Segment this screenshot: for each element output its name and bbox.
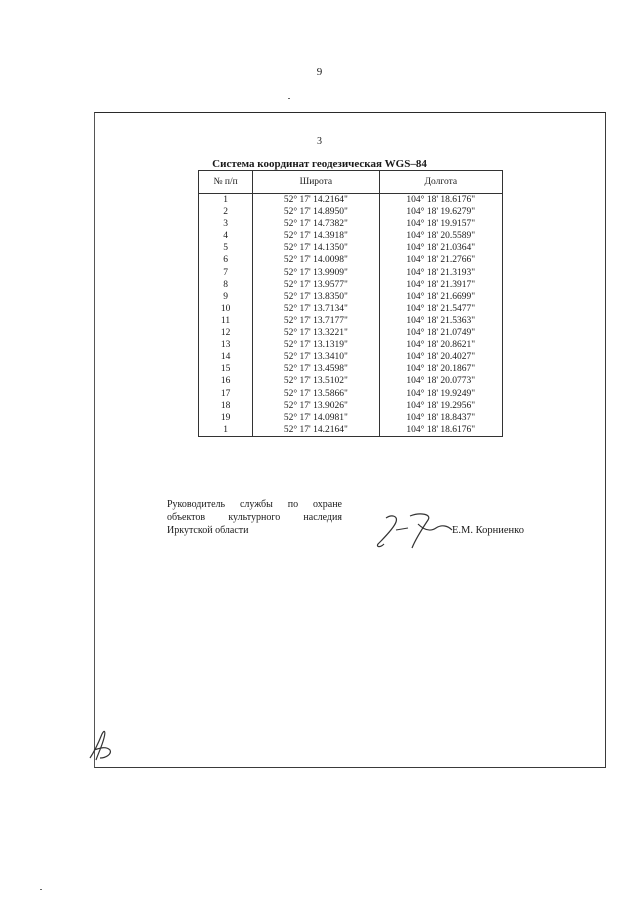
cell-longitude: 104° 18' 19.9157" xyxy=(379,218,502,230)
cell-longitude: 104° 18' 21.0749" xyxy=(379,327,502,339)
cell-num: 13 xyxy=(199,339,253,351)
position-line-3: Иркутской области xyxy=(167,525,249,536)
table-row xyxy=(199,279,503,291)
position-word: объектов xyxy=(167,512,206,523)
cell-latitude: 52° 17' 13.4598" xyxy=(253,363,379,375)
cell-longitude: 104° 18' 20.5589" xyxy=(379,230,502,242)
table-row xyxy=(199,375,503,387)
cell-num: 1 xyxy=(199,194,253,207)
cell-latitude: 52° 17' 13.3221" xyxy=(253,327,379,339)
cell-longitude: 104° 18' 21.2766" xyxy=(379,254,502,266)
table-row xyxy=(199,218,503,230)
signature-position xyxy=(167,498,342,537)
cell-latitude: 52° 17' 13.1319" xyxy=(253,339,379,351)
cell-num: 7 xyxy=(199,267,253,279)
cell-longitude: 104° 18' 19.2956" xyxy=(379,400,502,412)
cell-num: 19 xyxy=(199,412,253,424)
cell-num: 15 xyxy=(199,363,253,375)
cell-num: 6 xyxy=(199,254,253,266)
header-latitude: Широта xyxy=(253,171,379,194)
cell-num: 8 xyxy=(199,279,253,291)
table-row xyxy=(199,206,503,218)
table-row xyxy=(199,315,503,327)
cell-longitude: 104° 18' 18.6176" xyxy=(379,424,502,437)
inner-page-number: 3 xyxy=(317,136,322,147)
cell-num: 12 xyxy=(199,327,253,339)
cell-latitude: 52° 17' 13.5866" xyxy=(253,388,379,400)
cell-num: 16 xyxy=(199,375,253,387)
table-row xyxy=(199,339,503,351)
table-body xyxy=(199,194,503,437)
cell-num: 3 xyxy=(199,218,253,230)
cell-longitude: 104° 18' 21.5363" xyxy=(379,315,502,327)
position-word: службы xyxy=(239,499,273,510)
cell-num: 9 xyxy=(199,291,253,303)
header-longitude: Долгота xyxy=(379,171,502,194)
cell-longitude: 104° 18' 21.0364" xyxy=(379,242,502,254)
cell-latitude: 52° 17' 14.0981" xyxy=(253,412,379,424)
table-header-row xyxy=(199,171,503,194)
cell-latitude: 52° 17' 14.2164" xyxy=(253,194,379,207)
cell-longitude: 104° 18' 20.0773" xyxy=(379,375,502,387)
cell-latitude: 52° 17' 13.9026" xyxy=(253,400,379,412)
table-row xyxy=(199,363,503,375)
page-number: 9 xyxy=(316,66,323,78)
cell-latitude: 52° 17' 13.3410" xyxy=(253,351,379,363)
table-row xyxy=(199,327,503,339)
cell-latitude: 52° 17' 14.2164" xyxy=(253,424,379,437)
cell-num: 1 xyxy=(199,424,253,437)
cell-longitude: 104° 18' 19.6279" xyxy=(379,206,502,218)
position-word: культурного xyxy=(228,512,281,523)
cell-num: 2 xyxy=(199,206,253,218)
cell-num: 11 xyxy=(199,315,253,327)
cell-longitude: 104° 18' 20.8621" xyxy=(379,339,502,351)
cell-latitude: 52° 17' 14.0098" xyxy=(253,254,379,266)
cell-latitude: 52° 17' 13.8350" xyxy=(253,291,379,303)
cell-latitude: 52° 17' 13.7177" xyxy=(253,315,379,327)
position-word: Руководитель xyxy=(167,499,226,510)
cell-latitude: 52° 17' 13.5102" xyxy=(253,375,379,387)
cell-longitude: 104° 18' 20.4027" xyxy=(379,351,502,363)
position-word: охране xyxy=(313,499,342,510)
position-line-2 xyxy=(167,511,342,524)
cell-longitude: 104° 18' 18.8437" xyxy=(379,412,502,424)
table-row xyxy=(199,351,503,363)
cell-longitude: 104° 18' 21.6699" xyxy=(379,291,502,303)
cell-num: 5 xyxy=(199,242,253,254)
scan-speck xyxy=(40,889,42,890)
table-title: Система координат геодезическая WGS–84 xyxy=(212,158,427,170)
table-row xyxy=(199,412,503,424)
position-word: наследия xyxy=(303,512,342,523)
table-row xyxy=(199,230,503,242)
header-num: № п/п xyxy=(199,171,253,194)
table-row xyxy=(199,242,503,254)
table-row xyxy=(199,303,503,315)
cell-num: 17 xyxy=(199,388,253,400)
signatory-name: Е.М. Корниенко xyxy=(452,525,524,536)
cell-num: 10 xyxy=(199,303,253,315)
table-row xyxy=(199,291,503,303)
table-row xyxy=(199,254,503,266)
position-word: по xyxy=(287,499,299,510)
cell-longitude: 104° 18' 21.3917" xyxy=(379,279,502,291)
table-row xyxy=(199,424,503,437)
table-row xyxy=(199,388,503,400)
cell-latitude: 52° 17' 13.9909" xyxy=(253,267,379,279)
cell-latitude: 52° 17' 14.1350" xyxy=(253,242,379,254)
cell-latitude: 52° 17' 14.3918" xyxy=(253,230,379,242)
handwritten-initials-icon xyxy=(84,724,116,764)
cell-num: 14 xyxy=(199,351,253,363)
cell-latitude: 52° 17' 14.8950" xyxy=(253,206,379,218)
cell-num: 4 xyxy=(199,230,253,242)
cell-longitude: 104° 18' 18.6176" xyxy=(379,194,502,207)
scan-speck xyxy=(288,98,290,99)
cell-longitude: 104° 18' 19.9249" xyxy=(379,388,502,400)
cell-latitude: 52° 17' 13.9577" xyxy=(253,279,379,291)
cell-latitude: 52° 17' 13.7134" xyxy=(253,303,379,315)
position-line-1 xyxy=(167,498,342,511)
cell-num: 18 xyxy=(199,400,253,412)
table-row xyxy=(199,194,503,207)
cell-longitude: 104° 18' 20.1867" xyxy=(379,363,502,375)
cell-longitude: 104° 18' 21.3193" xyxy=(379,267,502,279)
cell-longitude: 104° 18' 21.5477" xyxy=(379,303,502,315)
table-row xyxy=(199,267,503,279)
coordinates-table xyxy=(198,170,503,437)
cell-latitude: 52° 17' 14.7382" xyxy=(253,218,379,230)
handwritten-signature-icon xyxy=(372,508,462,552)
table-row xyxy=(199,400,503,412)
